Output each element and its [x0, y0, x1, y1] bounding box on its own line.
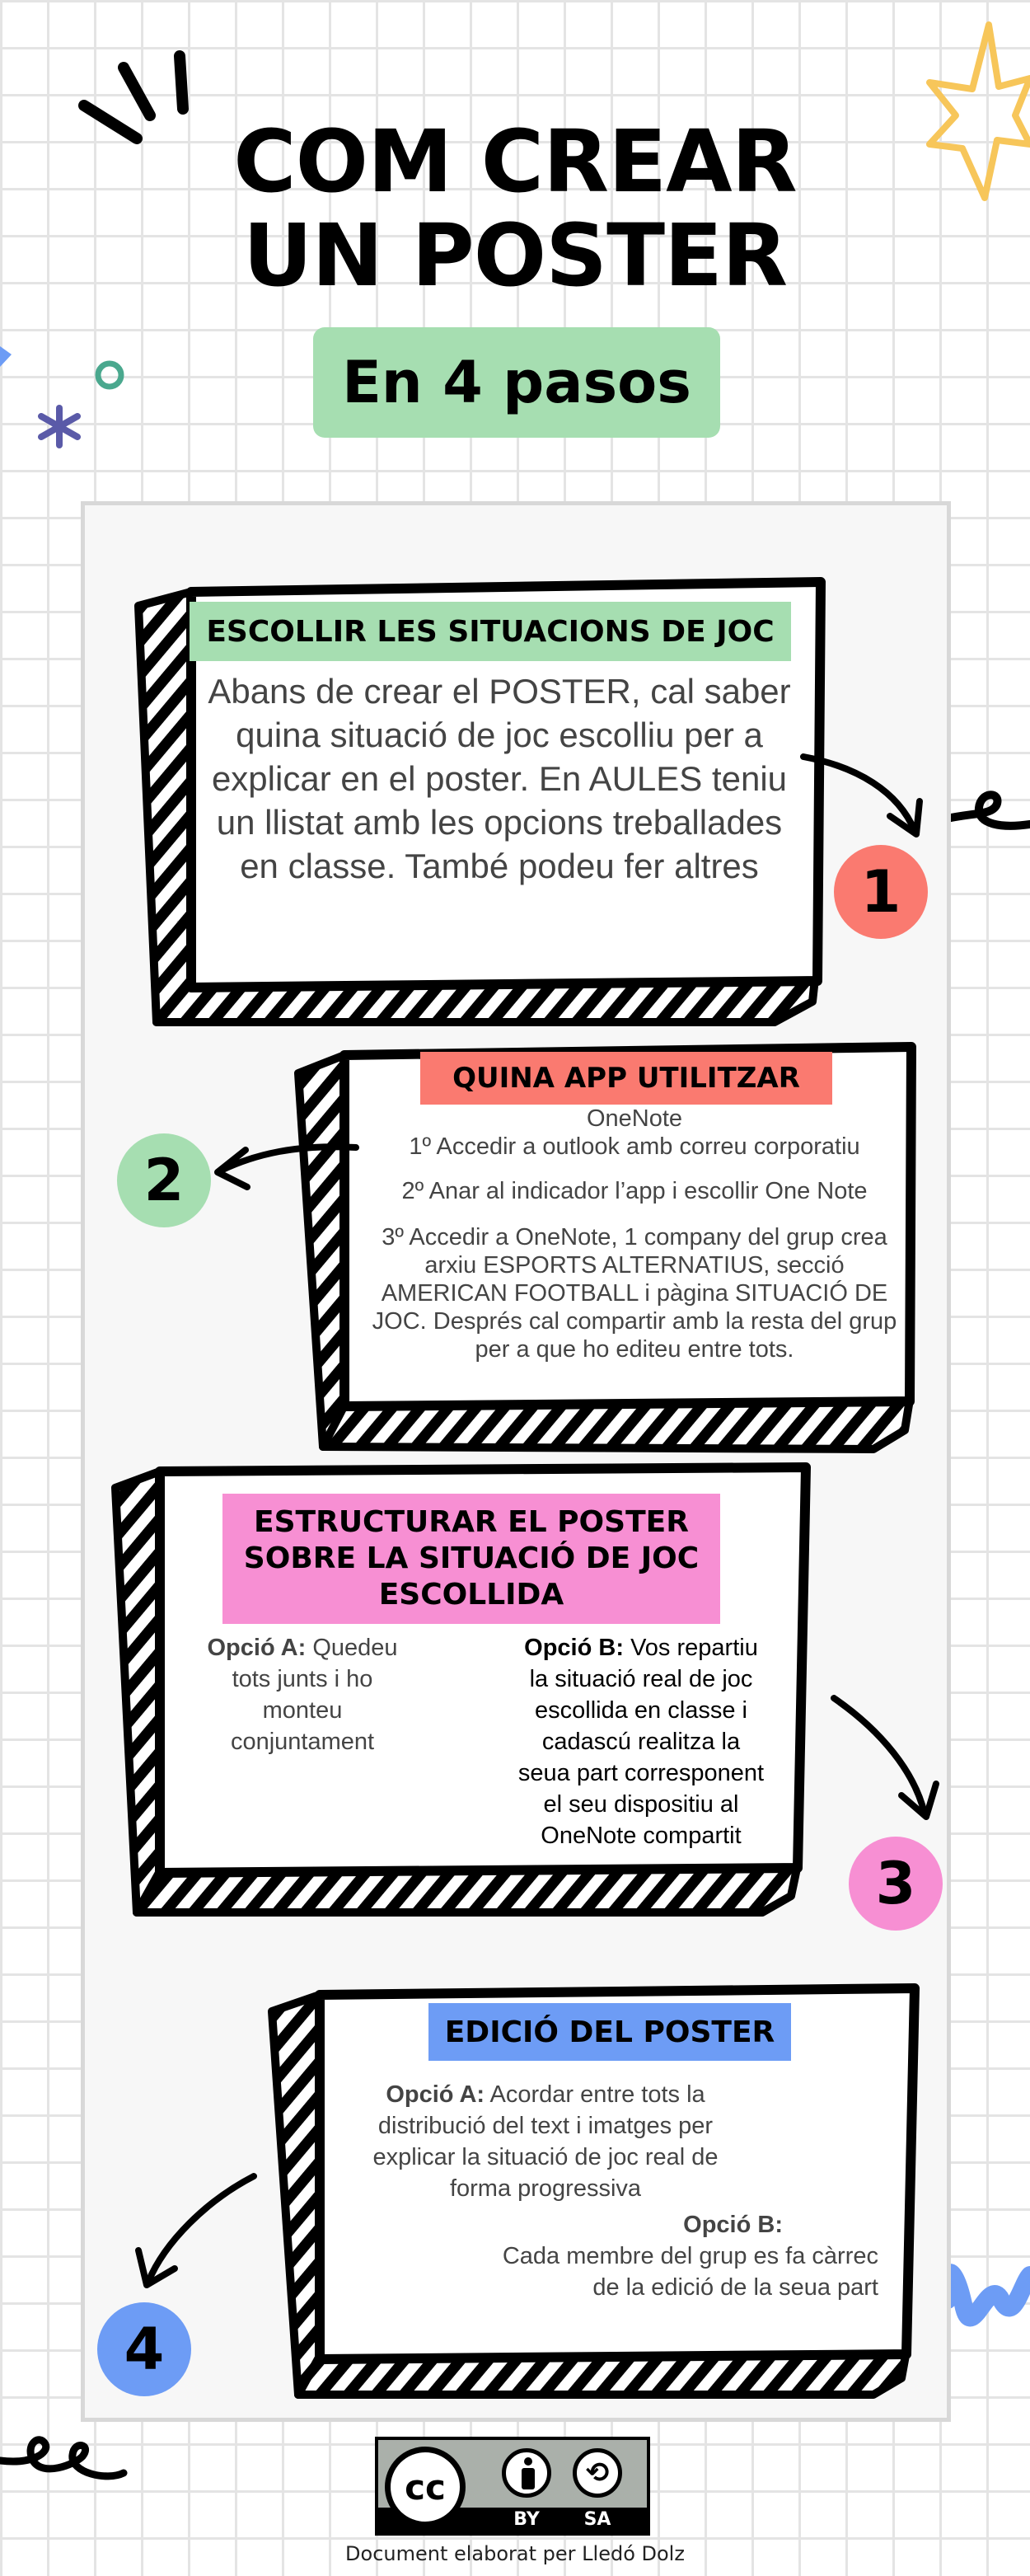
- footer-credit: Document elaborat per Lledó Dolz: [345, 2542, 685, 2565]
- title-line-2: UN POSTER: [242, 205, 788, 306]
- license-badge[interactable]: [375, 2437, 650, 2536]
- step-4-option-b-label: Opció B:: [683, 2212, 783, 2238]
- step-2-line-1: 1º Accedir a outlook amb correu corporatiu: [409, 1133, 860, 1160]
- step-3-option-b-text: Vos repartiu la situació real de joc escollida en classe i cadascú realitza la seua part corresponent el seu dispositiu al OneNote compartit: [517, 1635, 765, 1849]
- step-3-option-a-label: Opció A:: [207, 1635, 307, 1661]
- step-4-heading: EDICIÓ DEL POSTER: [428, 2003, 791, 2061]
- cc-icon: cc: [385, 2447, 466, 2527]
- title-line-1: COM CREAR: [233, 111, 797, 212]
- step-1-body: Abans de crear el POSTER, cal saber quina situació de joc escolliu per a explicar en el poster. En AULES teniu un llistat amb les opcions treballades en classe. També podeu fer altres: [208, 672, 791, 885]
- step-2-number-badge: 2: [117, 1133, 211, 1227]
- step-4-option-b: [478, 2209, 890, 2303]
- attribution-icon: [502, 2448, 551, 2498]
- step-1-number-badge: 1: [834, 845, 928, 939]
- license-by-label: BY: [513, 2509, 540, 2530]
- step-4-option-a-text: Acordar entre tots la distribució del text i imatges per explicar la situació de joc real de forma progressiva: [372, 2081, 719, 2202]
- step-3-option-a: [191, 1632, 414, 1757]
- step-4-option-a-label: Opció A:: [386, 2081, 485, 2108]
- step-2-body: [363, 1105, 906, 1363]
- step-4-option-a: [356, 2079, 735, 2204]
- step-3-option-b-label: Opció B:: [524, 1635, 624, 1661]
- step-2-line-app: OneNote: [586, 1105, 683, 1132]
- step-4-option-b-text: Cada membre del grup es fa càrrec de la edició de la seua part: [502, 2243, 878, 2301]
- license-sa-label: SA: [583, 2509, 611, 2530]
- step-3-option-a-text: Quedeu tots junts i ho monteu conjuntament: [230, 1635, 398, 1755]
- step-2-heading: QUINA APP UTILITZAR: [420, 1052, 832, 1105]
- step-4-number-badge: 4: [97, 2302, 191, 2396]
- share-alike-icon: ⟲: [573, 2448, 622, 2498]
- step-2-line-3: 3º Accedir a OneNote, 1 company del grup crea arxiu ESPORTS ALTERNATIUS, secció AMERICAN FOOTBALL i pàgina SITUACIÓ DE JOC. Després cal compartir amb la resta del grup per a que ho editeu entre tots.: [372, 1224, 897, 1363]
- subtitle-badge: En 4 pasos: [313, 327, 720, 438]
- step-3-option-b: [517, 1632, 765, 1851]
- step-2-line-2: 2º Anar al indicador l’app i escollir One Note: [401, 1178, 868, 1204]
- step-3-heading: ESTRUCTURAR EL POSTER SOBRE LA SITUACIÓ DE JOC ESCOLLIDA: [222, 1494, 720, 1624]
- arrow-to-4-icon: [148, 2176, 254, 2282]
- step-1-heading: ESCOLLIR LES SITUACIONS DE JOC: [190, 602, 791, 661]
- arrow-to-3-icon: [834, 1698, 925, 1814]
- step-3-number-badge: 3: [849, 1837, 943, 1931]
